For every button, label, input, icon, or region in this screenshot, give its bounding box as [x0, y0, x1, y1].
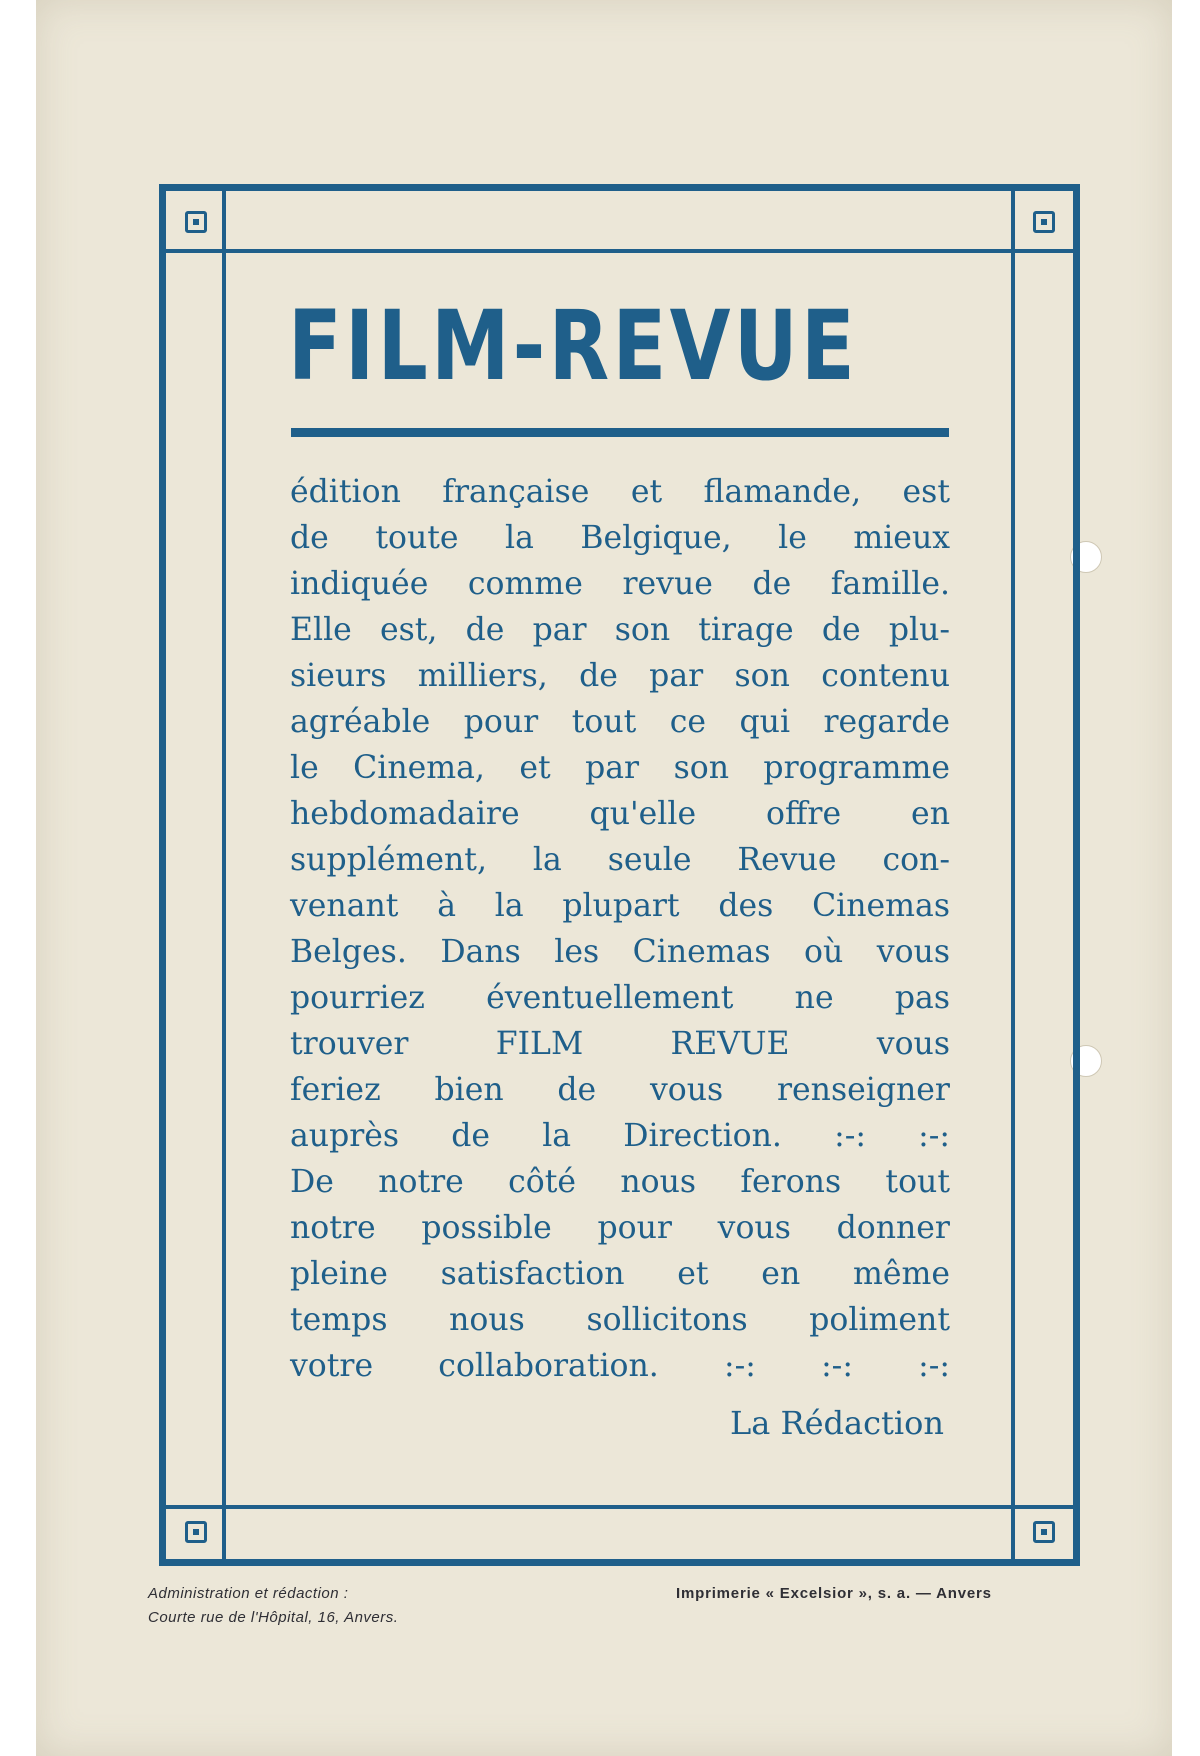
article-line: notre possible pour vous donner — [290, 1210, 950, 1246]
frame-inner-bottom-rule — [166, 1505, 1073, 1509]
corner-ornament-icon-bottom-left — [185, 1521, 207, 1543]
signature: La Rédaction — [730, 1404, 944, 1442]
article-line: le Cinema, et par son programme — [290, 750, 950, 786]
corner-ornament-icon-bottom-right — [1033, 1521, 1055, 1543]
article-line: Elle est, de par son tirage de plu- — [290, 612, 950, 648]
article-line: votre collaboration. :-: :-: :-: — [290, 1348, 950, 1384]
title-underline — [291, 428, 949, 437]
article-line: venant à la plupart des Cinemas — [290, 888, 950, 924]
article-line: auprès de la Direction. :-: :-: — [290, 1118, 950, 1154]
article-line: de toute la Belgique, le mieux — [290, 520, 950, 556]
article-body — [290, 469, 950, 1389]
frame-inner-left-rule — [222, 191, 226, 1559]
article-line: feriez bien de vous renseigner — [290, 1072, 950, 1108]
article-line: temps nous sollicitons poliment — [290, 1302, 950, 1338]
frame-inner-top-rule — [166, 249, 1073, 253]
article-line: hebdomadaire qu'elle offre en — [290, 796, 950, 832]
masthead-title: FILM-REVUE — [288, 290, 859, 402]
article-line: sieurs milliers, de par son contenu — [290, 658, 950, 694]
article-line: indiquée comme revue de famille. — [290, 566, 950, 602]
article-line: agréable pour tout ce qui regarde — [290, 704, 950, 740]
article-line: Belges. Dans les Cinemas où vous — [290, 934, 950, 970]
footer-admin-label: Administration et rédaction : — [148, 1585, 349, 1602]
frame-inner-right-rule — [1011, 191, 1015, 1559]
corner-ornament-icon-top-right — [1033, 211, 1055, 233]
article-line: pleine satisfaction et en même — [290, 1256, 950, 1292]
article-line: pourriez éventuellement ne pas — [290, 980, 950, 1016]
article-line: trouver FILM REVUE vous — [290, 1026, 950, 1062]
footer-printer: Imprimerie « Excelsior », s. a. — Anvers — [676, 1585, 992, 1602]
article-line: supplément, la seule Revue con- — [290, 842, 950, 878]
corner-ornament-icon-top-left — [185, 211, 207, 233]
article-line: De notre côté nous ferons tout — [290, 1164, 950, 1200]
footer-admin-address: Courte rue de l'Hôpital, 16, Anvers. — [148, 1609, 399, 1626]
article-line: édition française et flamande, est — [290, 474, 950, 510]
footer-administration — [148, 1582, 398, 1630]
